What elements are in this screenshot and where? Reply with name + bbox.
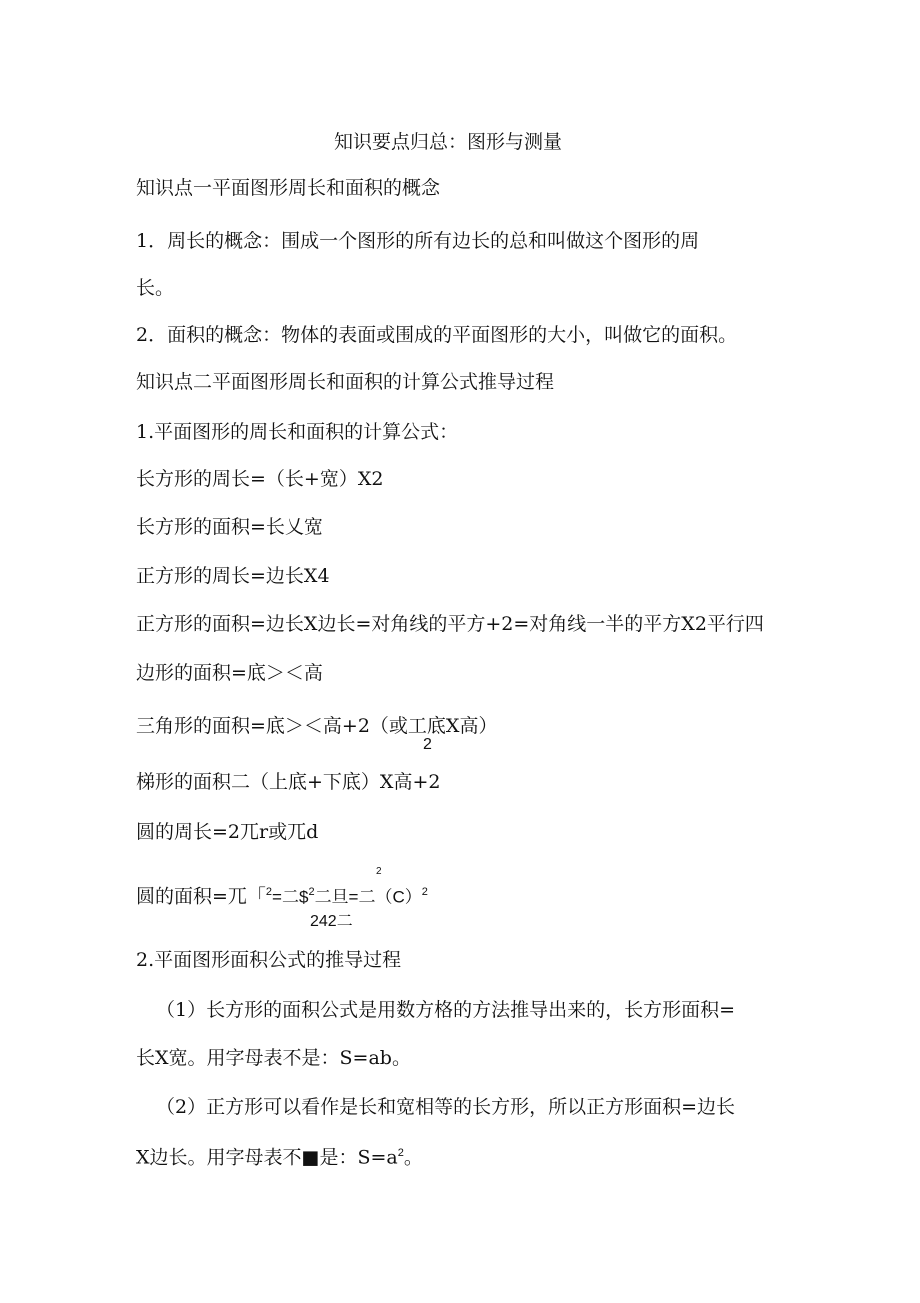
formula-parallelogram-area: 边形的面积=底＞＜高 [136,662,323,684]
paragraph-rectangle-derivation-line1: （1）长方形的面积公式是用数方格的方法推导出来的，长方形面积= [156,999,736,1021]
formula-square-area: 正方形的面积=边长X边长=对角线的平方+2=对角线一半的平方X2平行四 [136,613,764,635]
paragraph-area: 2．面积的概念：物体的表面或围成的平面图形的大小，叫做它的面积。 [136,324,738,346]
circle-area-denominators: 242二 [310,913,353,930]
square-derivation-end: 。 [403,1146,423,1169]
circle-area-sup-a: 2 [265,886,273,898]
section-heading-2: 知识点二平面图形周长和面积的计算公式推导过程 [136,371,555,393]
circle-area-tail: =二$ [272,887,309,907]
formula-square-perimeter: 正方形的周长=边长X4 [136,565,330,587]
formula-circle-area [136,880,428,909]
paragraph-rectangle-derivation-line2: 长X宽。用字母表不是：S=ab。 [136,1047,411,1069]
paragraph-square-derivation-line1: （2）正方形可以看作是长和宽相等的长方形，所以正方形面积=边长 [156,1096,736,1118]
formula-circle-perimeter: 圆的周长=2兀r或兀d [136,821,319,843]
square-derivation-exponent: 2 [397,1147,404,1159]
paragraph-perimeter-line2: 长。 [136,277,175,299]
subheading-derivation: 2.平面图形面积公式的推导过程 [136,949,402,971]
section-heading-1: 知识点一平面图形周长和面积的概念 [136,177,441,199]
paragraph-square-derivation-line2 [136,1141,423,1169]
formula-trapezoid-area: 梯形的面积二（上底+下底）X高+2 [136,771,441,793]
subheading-formulas: 1.平面图形的周长和面积的计算公式： [136,421,459,443]
circle-area-tail2: 二旦=二（C） [314,887,422,907]
square-derivation-main: X边长。用字母表不■是：S=a [136,1146,398,1169]
triangle-fraction-denominator: 2 [423,736,432,753]
page-title: 知识要点归总：图形与测量 [333,131,562,153]
formula-rect-perimeter: 长方形的周长=（长+宽）X2 [136,468,384,490]
circle-area-sup-b: 2 [308,886,315,898]
formula-triangle-area: 三角形的面积=底＞＜高+2（或工底X高） [136,715,498,737]
circle-area-top-exponent: 2 [376,866,382,877]
circle-area-sup-c: 2 [421,886,428,898]
paragraph-perimeter-line1: 1．周长的概念：围成一个图形的所有边长的总和叫做这个图形的周 [136,230,700,252]
circle-area-main: 圆的面积=兀「 [136,885,266,908]
formula-rect-area: 长方形的面积=长乂宽 [136,516,323,538]
